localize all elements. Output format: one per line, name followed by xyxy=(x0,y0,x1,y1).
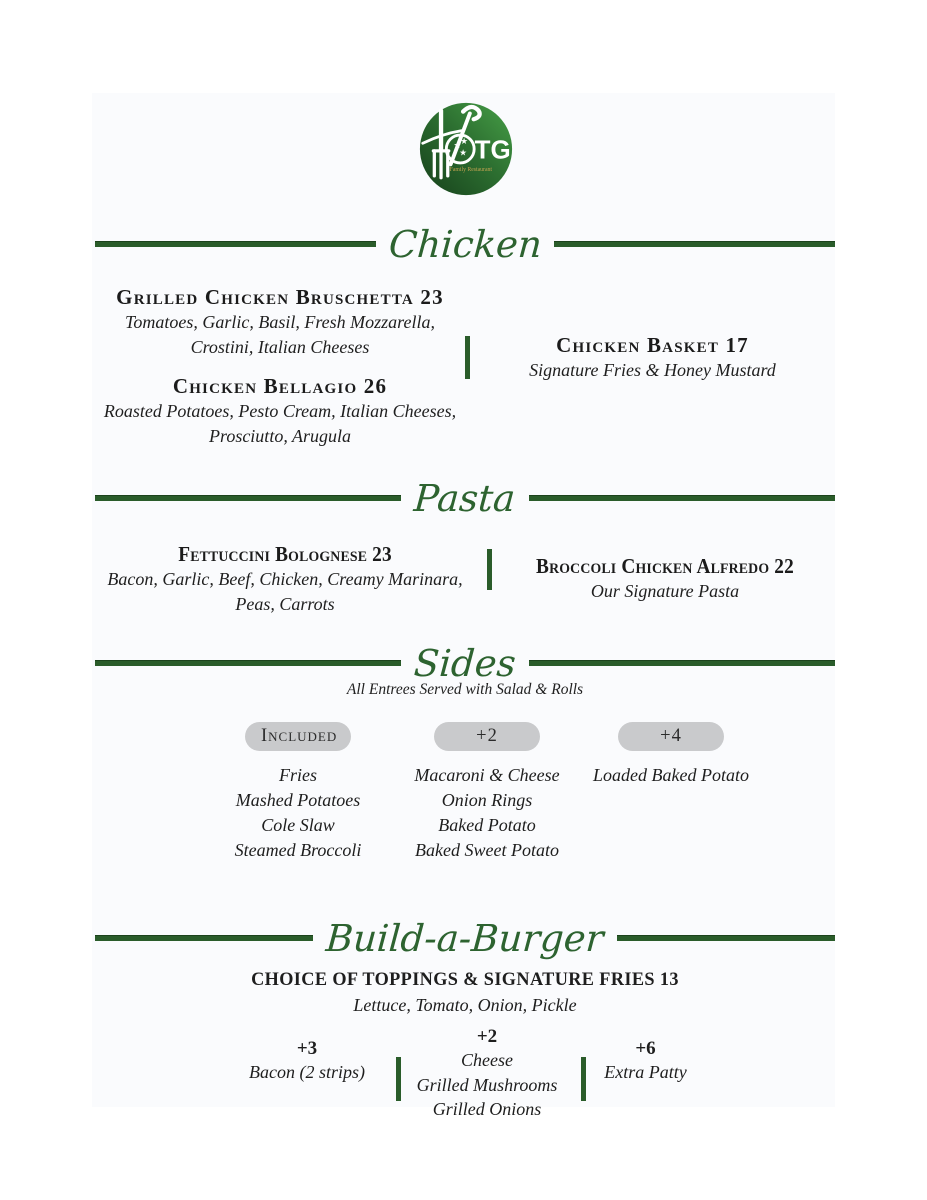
section-header-chicken xyxy=(95,214,835,274)
item-name xyxy=(95,284,465,310)
addon-item: Cheese xyxy=(461,1050,513,1070)
vertical-divider xyxy=(465,336,470,379)
side-item: Steamed Broccoli xyxy=(234,840,362,860)
item-name xyxy=(485,332,820,358)
side-item: Loaded Baked Potato xyxy=(593,765,749,785)
section-header-burger xyxy=(95,908,835,968)
addon-item: Bacon (2 strips) xyxy=(249,1062,365,1082)
divider-line xyxy=(529,660,835,666)
sides-included-column xyxy=(198,722,398,863)
item-name xyxy=(513,553,817,579)
burger-included-toppings: Lettuce, Tomato, Onion, Pickle xyxy=(353,995,577,1015)
item-desc: Tomatoes, Garlic, Basil, Fresh Mozzarella, xyxy=(124,312,435,332)
vertical-divider xyxy=(487,549,492,590)
included-badge: Included xyxy=(245,722,351,751)
addon-price: +6 xyxy=(635,1038,656,1059)
chicken-left-column xyxy=(95,284,465,462)
sides-note: All Entrees Served with Salad & Rolls xyxy=(346,681,584,698)
plus4-badge: +4 xyxy=(618,722,724,751)
addon-price: +2 xyxy=(476,1026,498,1047)
item-desc: Peas, Carrots xyxy=(235,594,335,614)
burger-addon-extra-patty-column xyxy=(588,1038,703,1085)
logo-tagline: Family Restaurant xyxy=(449,167,493,174)
side-item: Cole Slaw xyxy=(261,815,335,835)
burger-headline xyxy=(110,969,820,991)
item-desc: Our Signature Pasta xyxy=(590,581,740,601)
item-desc: Prosciutto, Arugula xyxy=(208,426,351,446)
section-title-burger: Build-a-Burger xyxy=(324,916,606,960)
addon-price: +3 xyxy=(296,1038,318,1059)
burger-headline-price: 13 xyxy=(659,969,679,990)
item-title: Chicken Bellagio xyxy=(172,374,358,398)
svg-text:★: ★ xyxy=(453,141,462,152)
item-price: 23 xyxy=(372,542,392,566)
sides-plus4-column xyxy=(565,722,777,788)
item-title: Broccoli Chicken Alfredo xyxy=(536,554,770,578)
item-title: Fettuccini Bolognese xyxy=(178,542,368,566)
svg-text:★: ★ xyxy=(459,148,468,159)
side-item: Onion Rings xyxy=(441,790,533,810)
chicken-right-column xyxy=(485,332,820,396)
item-title: Chicken Basket xyxy=(556,333,720,357)
item-desc: Signature Fries & Honey Mustard xyxy=(529,360,776,380)
divider-line xyxy=(617,935,835,941)
divider-line xyxy=(95,241,376,247)
item-name xyxy=(95,373,465,399)
item-title: Grilled Chicken Bruschetta xyxy=(116,285,414,309)
section-header-pasta xyxy=(95,468,835,528)
item-desc: Bacon, Garlic, Beef, Chicken, Creamy Marinara, xyxy=(107,569,463,589)
divider-line xyxy=(529,495,835,501)
item-price: 26 xyxy=(363,374,388,398)
item-name xyxy=(110,541,460,567)
menu-item-grilled-chicken-bruschetta xyxy=(95,284,465,360)
side-item: Mashed Potatoes xyxy=(235,790,361,810)
item-price: 23 xyxy=(420,285,444,309)
divider-line xyxy=(95,495,401,501)
menu-item-broccoli-chicken-alfredo xyxy=(500,553,830,604)
item-price: 17 xyxy=(725,333,749,357)
burger-headline-text: CHOICE OF TOPPINGS & SIGNATURE FRIES xyxy=(251,969,655,990)
plus2-badge: +2 xyxy=(434,722,540,751)
divider-line xyxy=(95,660,401,666)
menu-item-chicken-bellagio xyxy=(95,373,465,449)
burger-addon-plus2-column xyxy=(397,1026,577,1122)
logo-initials: TG xyxy=(474,136,511,165)
addon-item: Grilled Onions xyxy=(432,1099,542,1119)
item-price: 22 xyxy=(774,554,794,578)
svg-text:★: ★ xyxy=(460,137,468,148)
divider-line xyxy=(554,241,835,247)
divider-line xyxy=(95,935,313,941)
side-item: Fries xyxy=(279,765,317,785)
menu-item-fettuccini-bolognese xyxy=(95,541,475,617)
section-title-chicken: Chicken xyxy=(387,222,543,266)
pasta-left-column xyxy=(95,541,475,630)
restaurant-logo xyxy=(418,101,514,197)
pasta-right-column xyxy=(500,553,830,617)
addon-item: Extra Patty xyxy=(604,1062,687,1082)
menu-item-chicken-basket xyxy=(485,332,820,383)
sides-plus2-column xyxy=(387,722,587,863)
vertical-divider xyxy=(581,1057,586,1101)
item-desc: Roasted Potatoes, Pesto Cream, Italian Cheeses, xyxy=(103,401,457,421)
side-item: Baked Sweet Potato xyxy=(415,840,559,860)
section-title-pasta: Pasta xyxy=(412,476,518,520)
side-item: Baked Potato xyxy=(438,815,536,835)
addon-item: Grilled Mushrooms xyxy=(416,1074,558,1095)
side-item: Macaroni & Cheese xyxy=(414,765,560,785)
burger-addon-bacon-column xyxy=(222,1038,392,1085)
section-title-sides: Sides xyxy=(412,641,518,685)
item-desc: Crostini, Italian Cheeses xyxy=(190,337,370,357)
